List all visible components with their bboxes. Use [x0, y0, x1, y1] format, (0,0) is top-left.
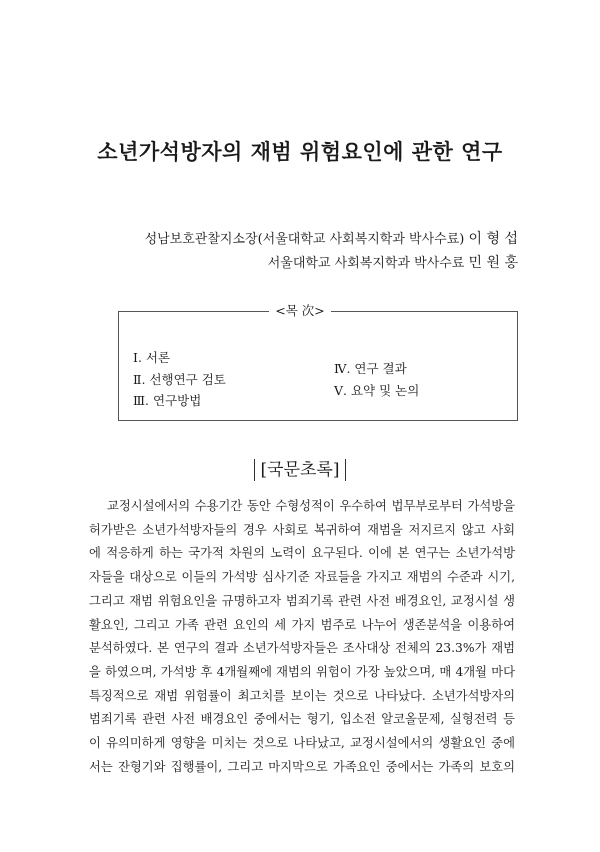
- toc-item-4[interactable]: Ⅳ. 연구 결과: [334, 361, 407, 376]
- author-1-name: 이 형 섭: [468, 231, 518, 247]
- toc-label-text: <목 次>: [269, 303, 331, 318]
- paper-title: 소년가석방자의 재범 위험요인에 관한 연구: [97, 139, 503, 164]
- author-1: [145, 228, 518, 248]
- abstract-line: 교정시설에서의 수용기간 동안 수형성적이 우수하여 법무부로부터 가석방을: [107, 499, 515, 513]
- abstract-line: 그리고 재범 위험요인을 규명하고자 범죄기록 관련 사전 배경요인, 교정시설 생: [89, 593, 515, 608]
- abstract-heading-text: [국문초록]: [254, 459, 347, 481]
- abstract-line: 자들을 대상으로 이들의 가석방 심사기준 자료들을 가지고 재범의 수준과 시기,: [89, 570, 515, 585]
- abstract-heading: [0, 455, 600, 480]
- abstract-line: 을 하였으며, 가석방 후 4개월째에 재범의 위험이 가장 높았으며, 매 4개월 마다: [89, 664, 515, 679]
- toc-item-1[interactable]: Ⅰ. 서론: [133, 350, 171, 365]
- abstract-line: 분석하였다. 본 연구의 결과 소년가석방자들은 조사대상 전체의 23.3%가 재범: [89, 641, 515, 656]
- toc-item-5[interactable]: Ⅴ. 요약 및 논의: [334, 383, 420, 398]
- author-2-affiliation: 서울대학교 사회복지학과 박사수료: [267, 256, 465, 271]
- abstract-line: 허가받은 소년가석방자들의 경우 사회로 복귀하여 재범을 저지르지 않고 사회: [89, 522, 515, 537]
- abstract-line: 에 적응하게 하는 국가적 차원의 노력이 요구된다. 이에 본 연구는 소년가석방: [89, 546, 515, 561]
- toc-item-3[interactable]: Ⅲ. 연구방법: [133, 393, 202, 408]
- abstract-line: 이 유의미하게 영향을 미치는 것으로 나타났고, 교정시설에서의 생활요인 중에: [89, 736, 515, 750]
- author-2-name: 민 원 홍: [468, 255, 518, 271]
- abstract-line: 서는 잔형기와 집행률이, 그리고 마지막으로 가족요인 중에서는 가족의 보호의: [89, 759, 515, 774]
- author-2: [268, 252, 518, 272]
- abstract-line: 특징적으로 재범 위험률이 최고치를 보이는 것으로 나타났다. 소년가석방자의: [89, 688, 515, 703]
- abstract-line: 범죄기록 관련 사전 배경요인 중에서는 형기, 입소전 알코올문제, 실형전력 등: [89, 712, 515, 727]
- author-1-affiliation: 성남보호관찰지소장(서울대학교 사회복지학과 박사수료): [144, 232, 465, 247]
- abstract-line: 활요인, 그리고 가족 관련 요인의 세 가지 범주로 나누어 생존분석을 이용하여: [89, 617, 515, 632]
- toc-label: [0, 301, 600, 319]
- toc-item-2[interactable]: Ⅱ. 선행연구 검토: [133, 372, 226, 387]
